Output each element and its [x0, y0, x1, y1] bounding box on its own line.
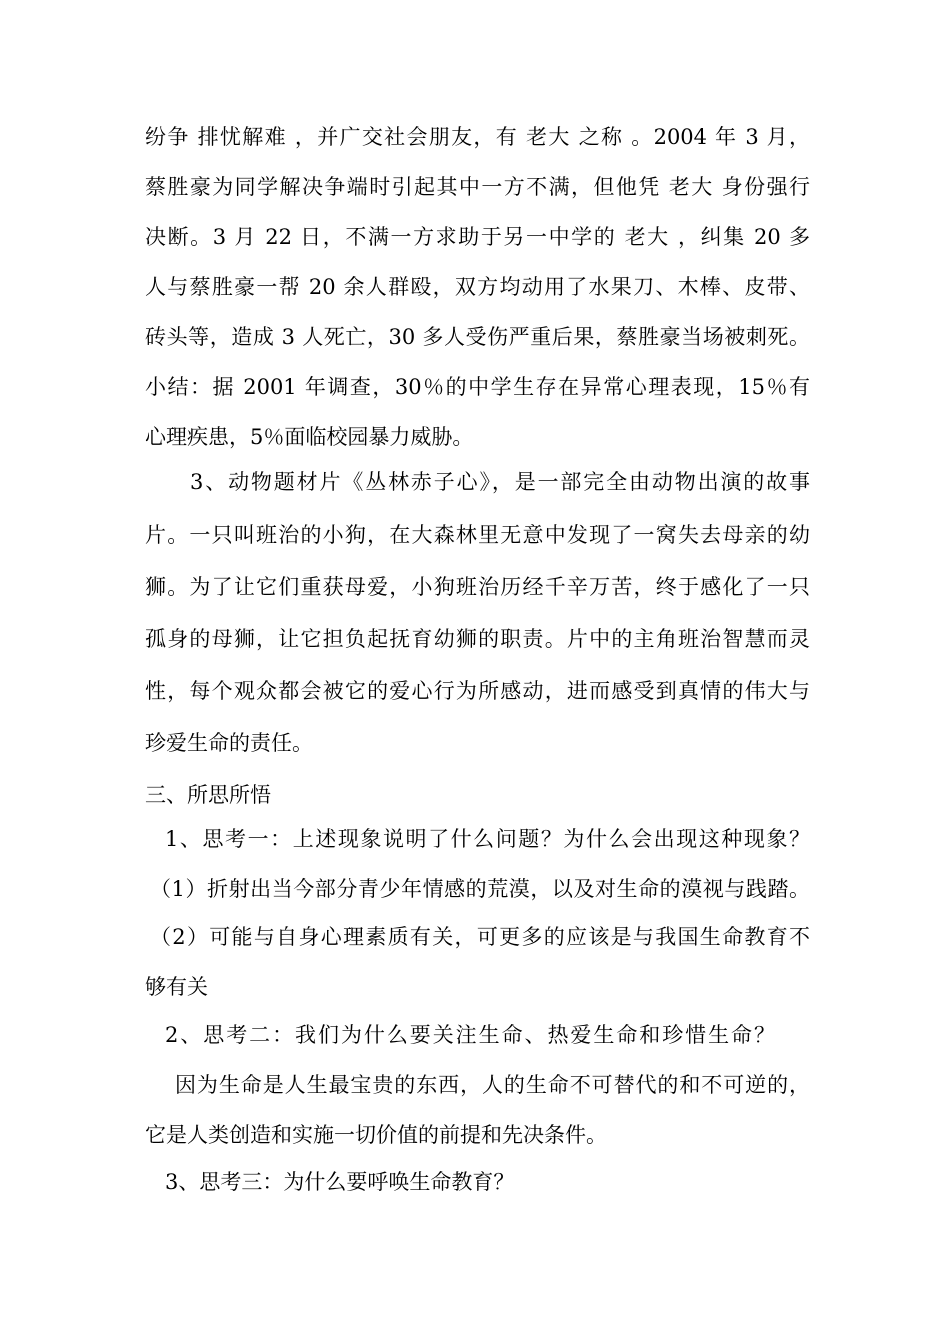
paragraph-line: 孤身的母狮，让它担负起抚育幼狮的职责。片中的主角班治智慧而灵: [145, 627, 810, 651]
answer-line: 因为生命是人生最宝贵的东西，人的生命不可替代的和不可逆的，: [175, 1073, 810, 1097]
paragraph-line: 性，每个观众都会被它的爱心行为所感动，进而感受到真情的伟大与: [145, 679, 810, 703]
answer-line: 够有关: [145, 975, 208, 999]
paragraph-line: 蔡胜豪为同学解决争端时引起其中一方不满，但他凭 老大 身份强行: [145, 175, 810, 199]
answer-line: （1）折射出当今部分青少年情感的荒漠，以及对生命的漠视与践踏。: [150, 877, 810, 901]
question-line: 2、思考二：我们为什么要关注生命、热爱生命和珍惜生命？: [165, 1023, 775, 1047]
paragraph-line: 3、动物题材片《丛林赤子心》，是一部完全由动物出演的故事: [190, 470, 810, 494]
question-line: 1、思考一：上述现象说明了什么问题？为什么会出现这种现象？: [165, 827, 810, 851]
summary-line: 小结：据 2001 年调查，30％的中学生存在异常心理表现，15％有: [145, 375, 810, 399]
paragraph-line: 珍爱生命的责任。: [145, 731, 313, 755]
paragraph-line: 人与蔡胜豪一帮 20 余人群殴，双方均动用了水果刀、木棒、皮带、: [145, 275, 810, 299]
paragraph-line: 决断。3 月 22 日，不满一方求助于另一中学的 老大 ，纠集 20 多: [145, 225, 810, 249]
section-heading: 三、所思所悟: [145, 783, 271, 807]
paragraph-line: 狮。为了让它们重获母爱，小狗班治历经千辛万苦，终于感化了一只: [145, 575, 810, 599]
paragraph-line: 纷争 排忧解难 ，并广交社会朋友，有 老大 之称 。2004 年 3 月，: [145, 125, 810, 149]
paragraph-line: 砖头等，造成 3 人死亡，30 多人受伤严重后果，蔡胜豪当场被刺死。: [145, 325, 810, 349]
paragraph-line: 片。一只叫班治的小狗，在大森林里无意中发现了一窝失去母亲的幼: [145, 523, 810, 547]
answer-line: 它是人类创造和实施一切价值的前提和先决条件。: [145, 1123, 607, 1147]
summary-line: 心理疾患，5％面临校园暴力威胁。: [145, 425, 474, 449]
answer-line: （2）可能与自身心理素质有关，可更多的应该是与我国生命教育不: [150, 925, 810, 949]
question-line: 3、思考三：为什么要呼唤生命教育？: [165, 1170, 515, 1194]
